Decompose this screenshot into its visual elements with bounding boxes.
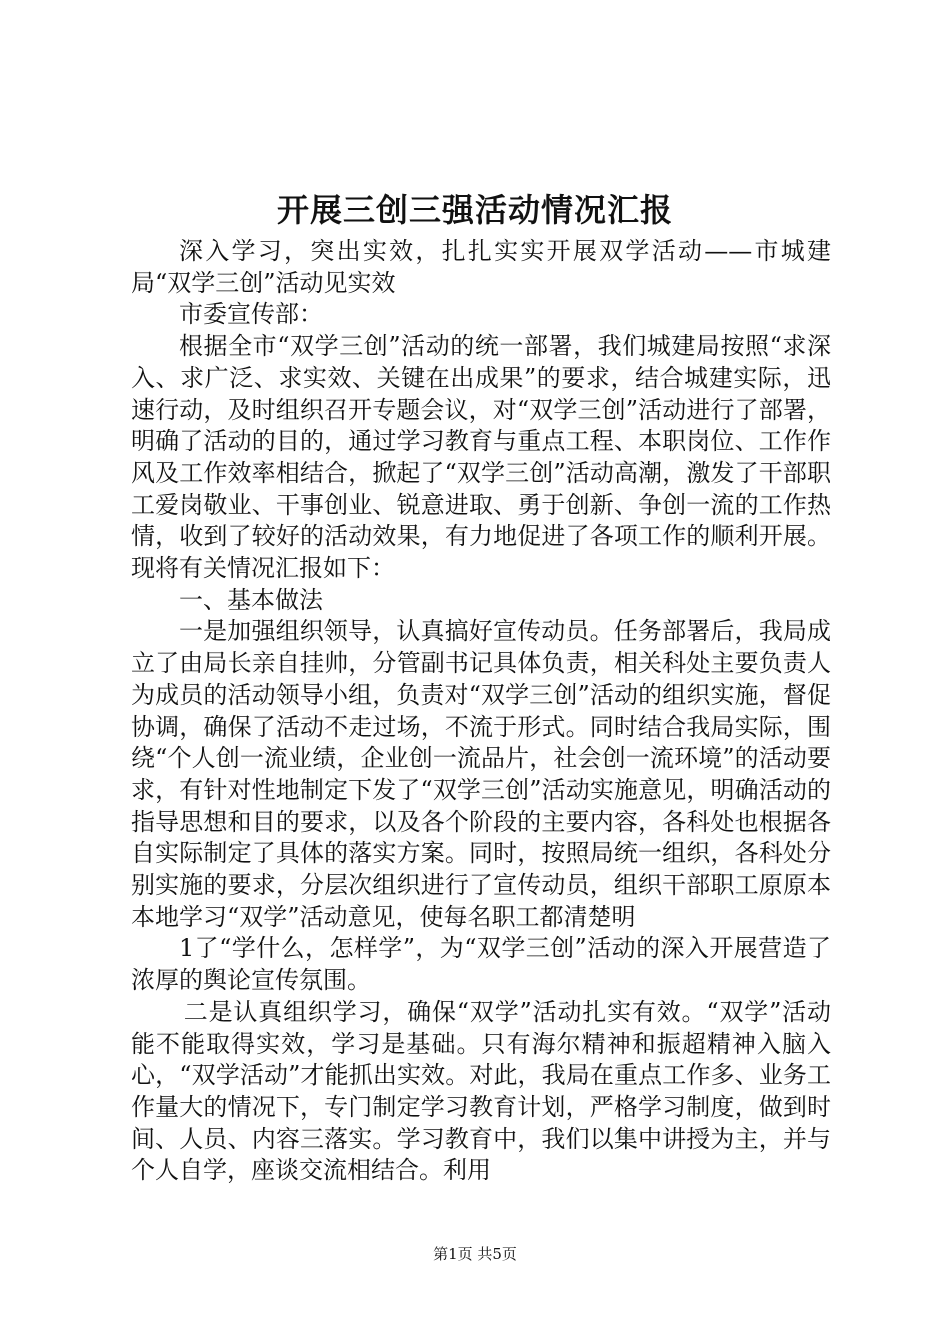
paragraph-section-heading: 一、基本做法 — [179, 585, 323, 614]
paragraph-intro: 根据全市“双学三创”活动的统一部署，我们城建局按照“求深入、求广泛、求实效、关键在出成果”的要求，结合城建实际，迅速行动，及时组织召开专题会议，对“双学三创”活动进行了部署，明确了活动的目的，通过学习教育与重点工程、本职岗位、工作作风及工作效率相结合，掀起了“双学三创”活动高潮，激发了干部职工爱岗敬业、干事创业、锐意进取、勇于创新、争创一流的工作热情，收到了较好的活动效果，有力地促进了各项工作的顺利开展。现将有关情况汇报如下： — [131, 332, 831, 583]
paragraph-subtitle: 深入学习，突出实效，扎扎实实开展双学活动——市城建局“双学三创”活动见实效 — [131, 237, 831, 297]
paragraph-addressee: 市委宣传部： — [179, 300, 323, 329]
document-title: 开展三创三强活动情况汇报 — [276, 191, 673, 229]
document-body — [131, 236, 831, 1187]
page-footer: 第1页 共5页 — [433, 1245, 517, 1263]
paragraph-continuation: 1了“学什么，怎样学”，为“双学三创”活动的深入开展营造了浓厚的舆论宣传氛围。 — [131, 934, 831, 995]
paragraph-point-one: 一是加强组织领导，认真搞好宣传动员。任务部署后，我局成立了由局长亲自挂帅，分管副书记具体负责，相关科处主要负责人为成员的活动领导小组，负责对“双学三创”活动的组织实施，督促协调，确保了活动不走过场，不流于形式。同时结合我局实际，围绕“个人创一流业绩，企业创一流品片，社会创一流环境”的活动要求，有针对性地制定下发了“双学三创”活动实施意见，明确活动的指导思想和目的要求，以及各个阶段的主要内容，各科处也根据各自实际制定了具体的落实方案。同时，按照局统一组织，各科处分别实施的要求，分层次组织进行了宣传动员，组织干部职工原原本本地学习“双学”活动意见，使每名职工都清楚明 — [131, 617, 831, 931]
paragraph-point-two: 二是认真组织学习，确保“双学”活动扎实有效。“双学”活动能不能取得实效，学习是基础。只有海尔精神和振超精神入脑入心，“双学活动”才能抓出实效。对此，我局在重点工作多、业务工作量大的情况下，专门制定学习教育计划，严格学习制度，做到时间、人员、内容三落实。学习教育中，我们以集中讲授为主，并与个人自学，座谈交流相结合。利用 — [131, 997, 831, 1185]
